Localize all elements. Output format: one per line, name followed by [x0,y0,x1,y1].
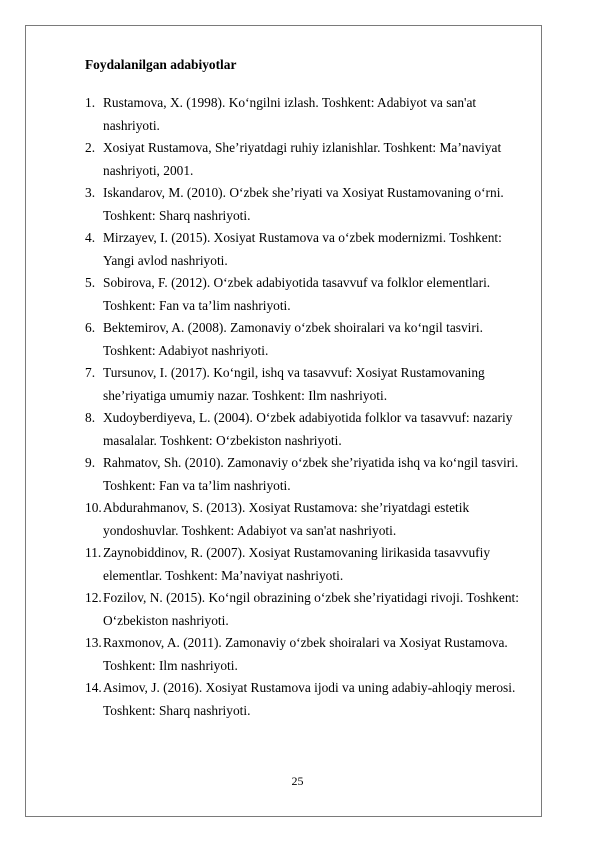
reference-item [85,452,547,497]
reference-text: Mirzayev, I. (2015). Xosiyat Rustamova va o‘zbek modernizmi. Toshkent: Yangi avlod nashriyoti. [103,230,502,268]
reference-number: 10. [85,500,102,515]
reference-number: 14. [85,680,102,695]
reference-text: Raxmonov, A. (2011). Zamonaviy o‘zbek shoiralari va Xosiyat Rustamova. Toshkent: Ilm nashriyoti. [103,635,508,673]
reference-text: Bektemirov, A. (2008). Zamonaviy o‘zbek shoiralari va ko‘ngil tasviri. Toshkent: Adabiyot nashriyoti. [103,320,483,358]
reference-text: Sobirova, F. (2012). O‘zbek adabiyotida tasavvuf va folklor elementlari. Toshkent: Fan va ta’lim nashriyoti. [103,275,491,313]
reference-number: 4. [85,230,96,245]
reference-item [85,92,547,137]
reference-text: Asimov, J. (2016). Xosiyat Rustamova ijodi va uning adabiy-ahloqiy merosi. Toshkent: Sharq nashriyoti. [103,680,516,718]
reference-item [85,182,547,227]
reference-number: 7. [85,365,96,380]
reference-item [85,317,547,362]
reference-item [85,227,547,272]
page-number: 25 [291,774,304,788]
reference-number: 1. [85,95,96,110]
reference-text: Iskandarov, M. (2010). O‘zbek she’riyati va Xosiyat Rustamovaning o‘rni. Toshkent: Sharq nashriyoti. [103,185,504,223]
reference-item [85,362,547,407]
reference-item [85,542,547,587]
reference-item [85,587,547,632]
reference-item [85,407,547,452]
reference-number: 8. [85,410,96,425]
reference-number: 5. [85,275,96,290]
reference-number: 9. [85,455,96,470]
reference-text: Xosiyat Rustamova, She’riyatdagi ruhiy izlanishlar. Toshkent: Ma’naviyat nashriyoti, 2001. [103,140,502,178]
reference-number: 13. [85,635,102,650]
reference-item [85,497,547,542]
reference-number: 12. [85,590,102,605]
reference-number: 11. [85,545,102,560]
reference-item [85,677,547,722]
reference-text: Rustamova, X. (1998). Ko‘ngilni izlash. Toshkent: Adabiyot va san'at nashriyoti. [103,95,477,133]
reference-text: Abdurahmanov, S. (2013). Xosiyat Rustamova: she’riyatdagi estetik yondoshuvlar. Toshkent: Adabiyot va san'at nashriyoti. [103,500,470,538]
reference-number: 6. [85,320,96,335]
reference-number: 3. [85,185,96,200]
reference-text: Tursunov, I. (2017). Ko‘ngil, ishq va tasavvuf: Xosiyat Rustamovaning she’riyatiga umumiy nazar. Toshkent: Ilm nashriyoti. [103,365,485,403]
reference-text: Rahmatov, Sh. (2010). Zamonaviy o‘zbek she’riyatida ishq va ko‘ngil tasviri. Toshkent: Fan va ta’lim nashriyoti. [103,455,519,493]
reference-item [85,137,547,182]
reference-item [85,272,547,317]
reference-text: Fozilov, N. (2015). Ko‘ngil obrazining o‘zbek she’riyatidagi rivoji. Toshkent: O‘zbekiston nashriyoti. [103,590,519,628]
reference-list [85,92,547,722]
reference-item [85,632,547,677]
reference-text: Xudoyberdiyeva, L. (2004). O‘zbek adabiyotida folklor va tasavvuf: nazariy masalalar. Toshkent: O‘zbekiston nashriyoti. [103,410,513,448]
page-title: Foydalanilgan adabiyotlar [85,57,237,72]
reference-text: Zaynobiddinov, R. (2007). Xosiyat Rustamovaning lirikasida tasavvufiy elementlar. Toshkent: Ma’naviyat nashriyoti. [103,545,491,583]
reference-number: 2. [85,140,96,155]
